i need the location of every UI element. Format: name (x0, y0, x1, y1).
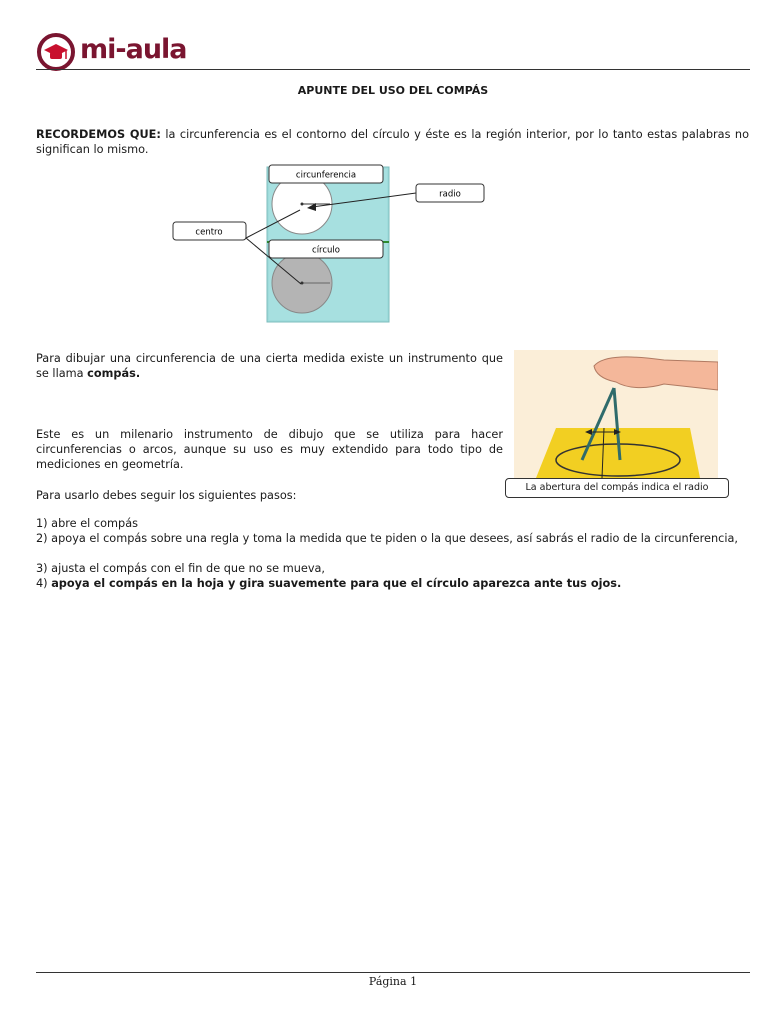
step-4-bold: apoya el compás en la hoja y gira suavemente para que el círculo aparezca ante tus ojos. (51, 577, 622, 590)
header-rule (36, 69, 750, 70)
step-3: 3) ajusta el compás con el fin de que no se mueva, (36, 562, 326, 575)
logo-text: mi-aula (80, 34, 187, 65)
para1-text: Para dibujar una circunferencia de una cierta medida existe un instrumento que se llama (36, 352, 503, 380)
steps-intro: Para usarlo debes seguir los siguientes pasos: (36, 489, 297, 502)
step-4 (36, 576, 749, 591)
intro-text: la circunferencia es el contorno del círculo y éste es la región interior, por lo tanto estas palabras no significan lo mismo. (36, 128, 749, 156)
step-4-prefix: 4) (36, 577, 52, 590)
page-number: Página 1 (368, 975, 418, 988)
intro-paragraph (36, 127, 749, 157)
label-circulo: círculo (312, 245, 340, 256)
document-title: APUNTE DEL USO DEL COMPÁS (297, 84, 489, 97)
intro-bold: RECORDEMOS QUE: (36, 128, 161, 141)
compass-intro-paragraph (36, 351, 503, 381)
circle-diagram (168, 162, 498, 324)
step-1: 1) abre el compás (36, 517, 139, 530)
para1-bold: compás. (87, 367, 141, 380)
label-circunferencia: circunferencia (295, 170, 357, 181)
graduation-cap-icon (36, 32, 76, 72)
compass-photo (514, 350, 718, 478)
label-radio: radio (439, 189, 461, 200)
instrument-description-paragraph: Este es un milenario instrumento de dibujo que se utiliza para hacer circunferencias o arcos, aunque su uso es muy extendido para todo tipo de mediciones en geometría. (36, 428, 503, 471)
step-2: 2) apoya el compás sobre una regla y toma la medida que te piden o la que desees, así sabrás el radio de la circunferencia, (36, 532, 738, 545)
footer-rule (36, 972, 750, 973)
label-centro: centro (195, 227, 223, 238)
photo-caption: La abertura del compás indica el radio (505, 478, 729, 498)
